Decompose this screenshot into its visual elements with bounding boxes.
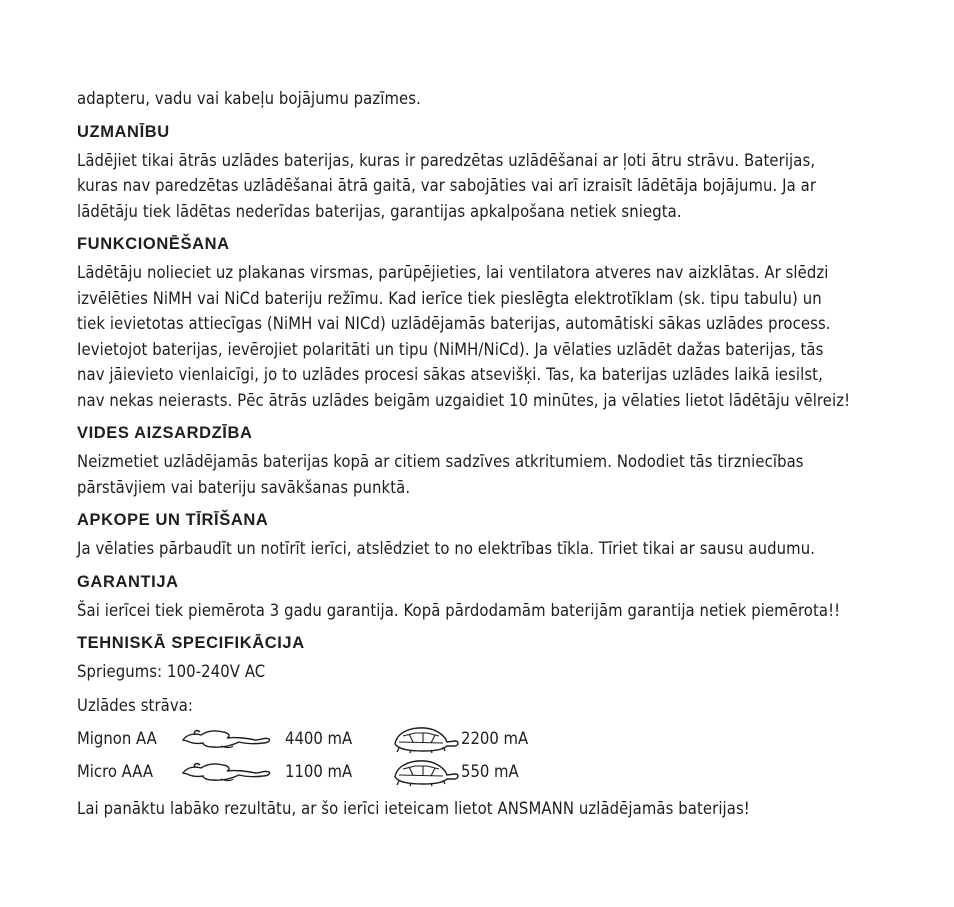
- paragraph-line: nav nekas neierasts. Pēc ātrās uzlādes beigām uzgaidiet 10 minūtes, ja vēlaties lietot lādētāju vēlreiz!: [77, 390, 851, 410]
- section-heading: UZMANĪBU: [77, 122, 170, 141]
- slow-current: 550 mA: [461, 762, 519, 781]
- section-specs: [77, 633, 877, 822]
- paragraph-line: Šai ierīcei tiek piemērota 3 gadu garantija. Kopā pārdodamām baterijām garantija netiek piemērota!!: [77, 600, 841, 620]
- paragraph-line: izvēlēties NiMH vai NiCd bateriju režīmu. Kad ierīce tiek pieslēgta elektrotīklam (sk. tipu tabulu) un: [77, 288, 822, 308]
- rabbit-icon: [181, 728, 285, 750]
- fast-current: 1100 mA: [285, 762, 353, 781]
- paragraph-line: lādētāju tiek lādētas nederīdas baterijas, garantijas apkalpošana netiek sniegta.: [77, 201, 682, 221]
- spec-row-aaa: [77, 755, 877, 788]
- document-page: [77, 86, 877, 822]
- paragraph-line: tiek ievietotas attiecīgas (NiMH vai NICd) uzlādējamās baterijas, automātiski sākas uzlādes process.: [77, 314, 831, 333]
- rabbit-icon: [181, 761, 285, 783]
- paragraph-line: kuras nav paredzētas uzlādēšanai ātrā gaitā, var sabojāties vai arī izraisīt lādētāja bojājumu. Ja ar: [77, 176, 817, 195]
- paragraph-line: pārstāvjiem vai bateriju savākšanas punktā.: [77, 477, 411, 497]
- section-heading: GARANTIJA: [77, 572, 179, 591]
- section-maintenance: [77, 510, 877, 562]
- fast-current: 4400 mA: [285, 729, 353, 748]
- section-warranty: [77, 572, 877, 624]
- slow-current: 2200 mA: [461, 729, 529, 748]
- paragraph-line: Neizmetiet uzlādējamās baterijas kopā ar citiem sadzīves atkritumiem. Nododiet tās tirzniecības: [77, 452, 804, 471]
- intro-line: adapteru, vadu vai kabeļu bojājumu pazīmes.: [77, 89, 421, 108]
- paragraph-line: nav jāievieto vienlaicīgi, jo to uzlādes procesi sākas atsevišķi. Tas, ka baterijas uzlādes laikā iesilst,: [77, 365, 823, 384]
- section-environment: [77, 423, 877, 500]
- section-heading: FUNKCIONĒŠANA: [77, 235, 230, 253]
- spec-row-aa: [77, 722, 877, 755]
- charge-current-label: Uzlādes strāva:: [77, 695, 194, 715]
- turtle-icon: [389, 757, 461, 787]
- battery-type: Micro AAA: [77, 762, 153, 781]
- closing-line: Lai panāktu labāko rezultātu, ar šo ierīci ieteicam lietot ANSMANN uzlādējamās baterijas!: [77, 799, 750, 818]
- section-operation: [77, 234, 877, 413]
- paragraph-line: Ievietojot baterijas, ievērojiet polaritāti un tipu (NiMH/NiCd). Ja vēlaties uzlādēt dažas baterijas, tās: [77, 339, 824, 359]
- paragraph-line: Ja vēlaties pārbaudīt un notīrīt ierīci, atslēdziet to no elektrības tīkla. Tīriet tikai ar sausu audumu.: [77, 539, 816, 558]
- paragraph-line: Lādējiet tikai ātrās uzlādes baterijas, kuras ir paredzētas uzlādēšanai ar ļoti ātru strāvu. Baterijas,: [77, 150, 816, 170]
- battery-type: Mignon AA: [77, 729, 157, 748]
- section-warning: [77, 122, 877, 225]
- turtle-icon: [389, 724, 461, 754]
- voltage-line: Spriegums: 100-240V AC: [77, 662, 266, 681]
- section-heading: APKOPE UN TĪRĪŠANA: [77, 511, 269, 529]
- section-heading: VIDES AIZSARDZĪBA: [77, 424, 253, 442]
- paragraph-line: Lādētāju nolieciet uz plakanas virsmas, parūpējieties, lai ventilatora atveres nav aizklātas. Ar slēdzi: [77, 263, 829, 282]
- section-heading: TEHNISKĀ SPECIFIKĀCIJA: [77, 634, 305, 652]
